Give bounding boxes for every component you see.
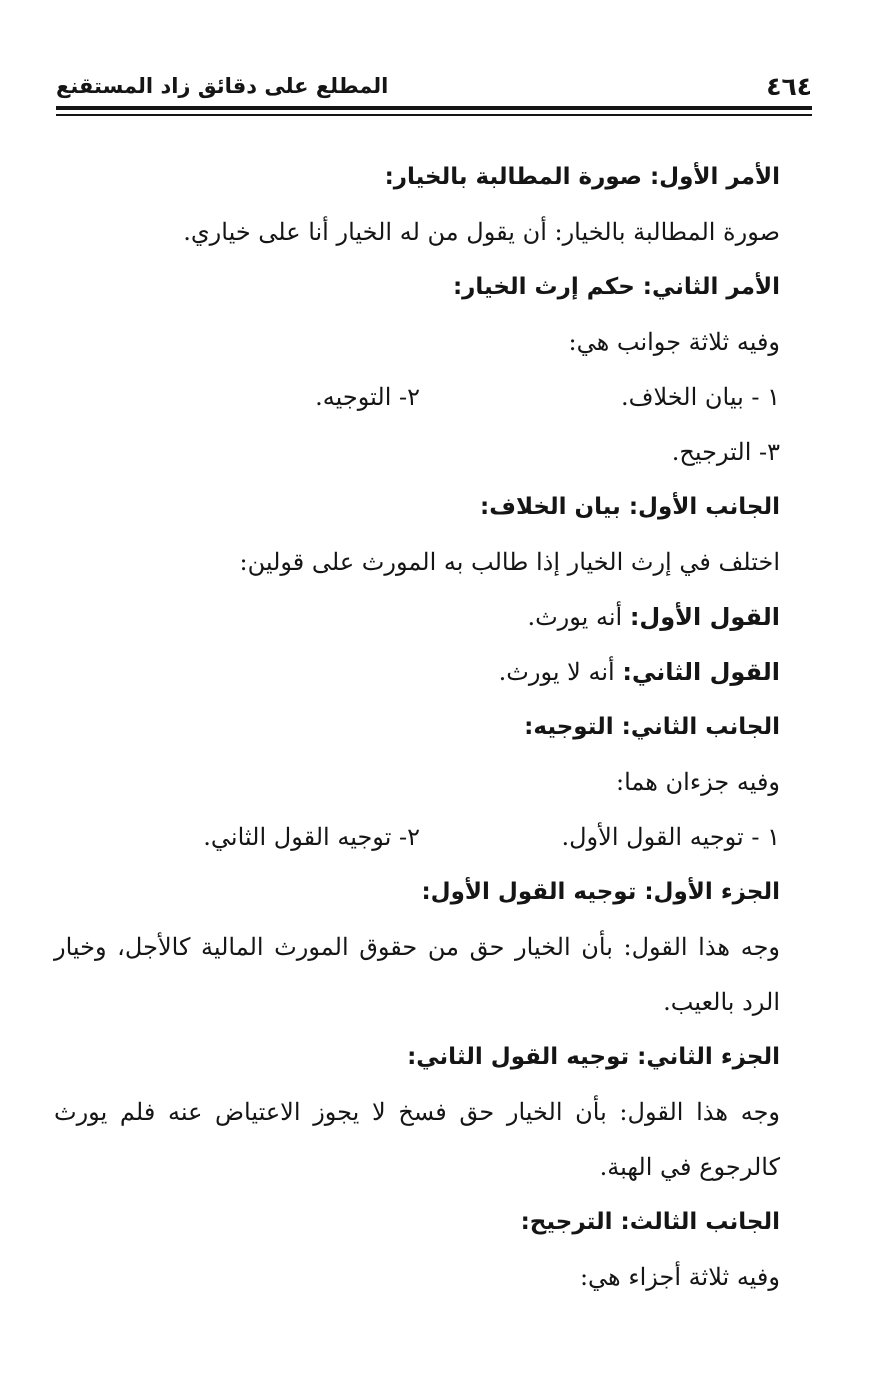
heading-first-part: الجزء الأول: توجيه القول الأول: (421, 879, 780, 905)
paragraph-line: وجه هذا القول: بأن الخيار حق فسخ لا يجوز الاعتياض عنه فلم يورث (54, 1098, 780, 1126)
opinion-line (54, 645, 780, 700)
opinion-label: القول الأول: (629, 603, 780, 631)
opinion-label: القول الثاني: (622, 658, 780, 686)
opinion-text: أنه يورث. (527, 603, 630, 631)
heading-second-matter: الأمر الثاني: حكم إرث الخيار: (452, 274, 780, 300)
page-header (56, 72, 812, 102)
paragraph-line: الرد بالعيب. (663, 988, 780, 1016)
paragraph-line: وجه هذا القول: بأن الخيار حق من حقوق المورث المالية كالأجل، وخيار (54, 933, 780, 961)
paragraph-line: وفيه جزءان هما: (615, 768, 780, 796)
list-row (54, 370, 780, 425)
opinion-line (54, 590, 780, 645)
paragraph-line: اختلف في إرث الخيار إذا طالب به المورث على قولين: (239, 548, 780, 576)
heading-first-matter: الأمر الأول: صورة المطالبة بالخيار: (384, 164, 780, 190)
paragraph-line: وفيه ثلاثة أجزاء هي: (579, 1263, 780, 1291)
page-body (54, 150, 780, 1305)
heading-second-part: الجزء الثاني: توجيه القول الثاني: (407, 1044, 780, 1070)
heading-third-aspect: الجانب الثالث: الترجيح: (520, 1209, 780, 1235)
heading-first-aspect: الجانب الأول: بيان الخلاف: (480, 494, 780, 520)
header-rule-thick (56, 106, 812, 110)
running-title: المطلع على دقائق زاد المستقنع (56, 74, 389, 98)
list-item: ٢- توجيه القول الثاني. (203, 823, 420, 851)
paragraph-line: كالرجوع في الهبة. (599, 1153, 780, 1181)
list-item: ٢- التوجيه. (315, 383, 420, 411)
list-item: ٣- الترجيح. (671, 438, 780, 466)
list-item: ١ - بيان الخلاف. (620, 383, 780, 411)
list-item: ١ - توجيه القول الأول. (561, 823, 780, 851)
page-number: ٤٦٤ (766, 72, 812, 101)
paragraph-line: وفيه ثلاثة جوانب هي: (568, 328, 780, 356)
heading-second-aspect: الجانب الثاني: التوجيه: (524, 714, 780, 740)
header-rule-thin (56, 114, 812, 116)
list-row (54, 810, 780, 865)
paragraph-line: صورة المطالبة بالخيار: أن يقول من له الخيار أنا على خياري. (183, 218, 780, 246)
opinion-text: أنه لا يورث. (498, 658, 623, 686)
